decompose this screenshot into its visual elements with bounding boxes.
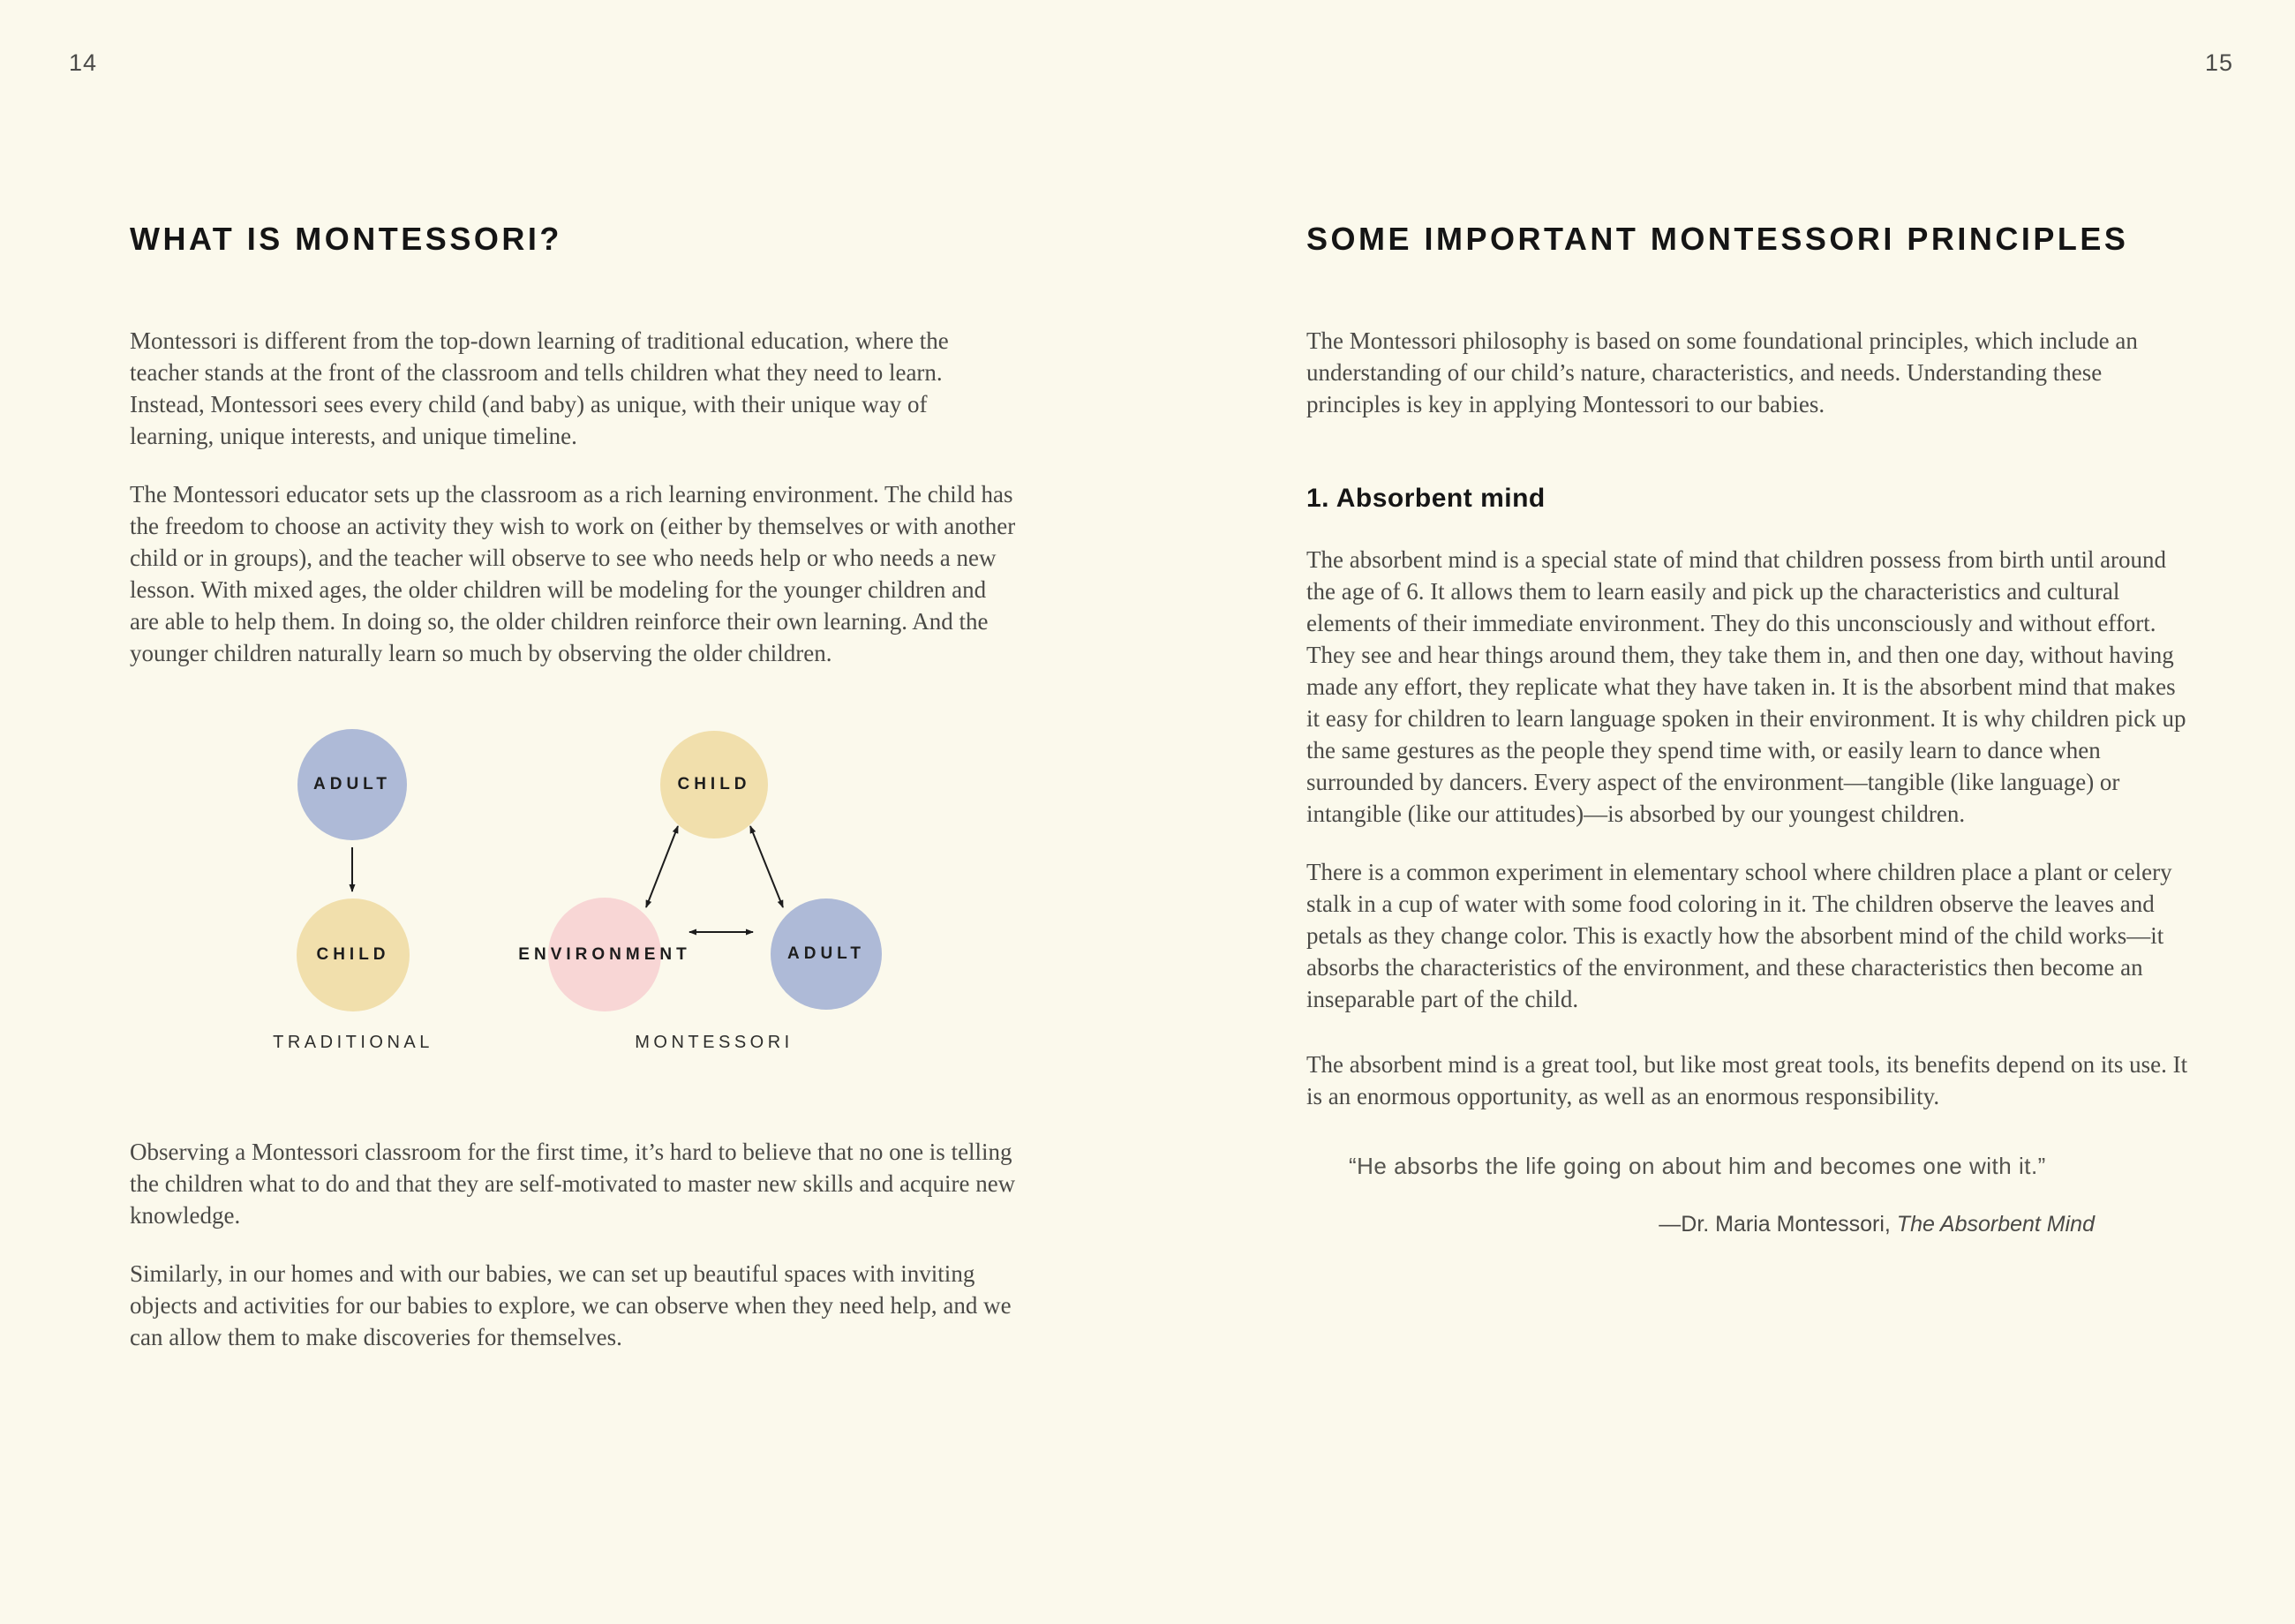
page-title-right: SOME IMPORTANT MONTESSORI PRINCIPLES: [1306, 221, 2129, 257]
traditional-vs-montessori-diagram: [130, 722, 1017, 1079]
page-right-content: [1306, 221, 2193, 1237]
circle-label: ENVIRONMENT: [518, 944, 691, 964]
caption-traditional: TRADITIONAL: [273, 1033, 433, 1052]
paragraph: Similarly, in our homes and with our babies, we can set up beautiful spaces with inviting objects and activities for our babies to explore, we can observe when they need help, and we can allow them to make discoveries for themselves.: [130, 1260, 1012, 1350]
circle-adult-montessori: [771, 898, 882, 1010]
section-heading-absorbent-mind: 1. Absorbent mind: [1306, 484, 1546, 513]
page-right: [1148, 0, 2295, 1624]
paragraph: The Montessori educator sets up the classroom as a rich learning environment. The child has the freedom to choose an activity they wish to work on (either by themselves or with another child or in groups), and the teacher will observe to see who needs help or who needs a new lesson. With mixed ages, the older children will be modeling for the younger children and are able to help them. In doing so, the older children reinforce their own learning. And the younger children naturally learn so much by observing the older children.: [130, 481, 1016, 666]
caption-montessori: MONTESSORI: [635, 1033, 794, 1052]
paragraph: There is a common experiment in elementary school where children place a plant or celery stalk in a cup of water with some food coloring in it. The children observe the leaves and petals as they change color. This is exactly how the absorbent mind of the child works—it absorbs the characteristics of the environment, and these characteristics then become an inseparable part of the child.: [1306, 859, 2172, 1012]
arrow-child-adult: [750, 826, 783, 907]
page-title-left: WHAT IS MONTESSORI?: [130, 221, 562, 257]
circle-child-montessori: [660, 731, 768, 838]
circle-label: CHILD: [316, 945, 390, 964]
arrow-child-environment: [646, 826, 678, 907]
paragraph: The absorbent mind is a special state of mind that children possess from birth until around the age of 6. It allows them to learn easily and pick up the characteristics and cultural elements of their immediate environment. They do this unconsciously and without effort. They see and hear things around them, they take them in, and then one day, without having made any effort, they replicate what they have taken in. It is the absorbent mind that makes it easy for children to learn language spoken in their environment. It is why children pick up the same gestures as the people they spend time with, or easily learn to dance when surrounded by dancers. Every aspect of the environment—tangible (like language) or intangible (like our attitudes)—is absorbed by our youngest children.: [1306, 546, 2186, 827]
paragraph: The absorbent mind is a great tool, but like most great tools, its benefits depend on its use. It is an enormous opportunity, as well as an enormous responsibility.: [1306, 1051, 2188, 1109]
circle-child-traditional: [297, 898, 410, 1011]
attribution-author: —Dr. Maria Montessori,: [1659, 1212, 1897, 1237]
attribution-book-title: The Absorbent Mind: [1896, 1212, 2095, 1237]
circle-label: CHILD: [677, 775, 751, 793]
circle-label: ADULT: [787, 944, 865, 963]
paragraph: Montessori is different from the top-down learning of traditional education, where the teacher stands at the front of the classroom and tells children what they need to learn. Instead, Montessori sees every child (and baby) as unique, with their unique way of learning, unique interests, and unique timeline.: [130, 327, 949, 449]
paragraph: Observing a Montessori classroom for the first time, it’s hard to believe that no one is telling the children what to do and that they are self-motivated to master new skills and acquire new knowledge.: [130, 1139, 1016, 1229]
page-number-left: 14: [69, 49, 98, 76]
quote-attribution: [1306, 1212, 2193, 1237]
circle-adult-traditional: [297, 729, 407, 840]
circle-environment-montessori: [518, 898, 691, 1011]
page-left-content: [130, 221, 1017, 1353]
page-number-right: 15: [2204, 49, 2233, 76]
paragraph: The Montessori philosophy is based on some foundational principles, which include an understanding of our child’s nature, characteristics, and needs. Understanding these principles is key in applying Montessori to our babies.: [1306, 327, 2138, 417]
diagram-arrows: [130, 722, 1017, 1079]
montessori-quote: “He absorbs the life going on about him and becomes one with it.”: [1349, 1153, 2046, 1179]
circle-label: ADULT: [313, 775, 391, 793]
